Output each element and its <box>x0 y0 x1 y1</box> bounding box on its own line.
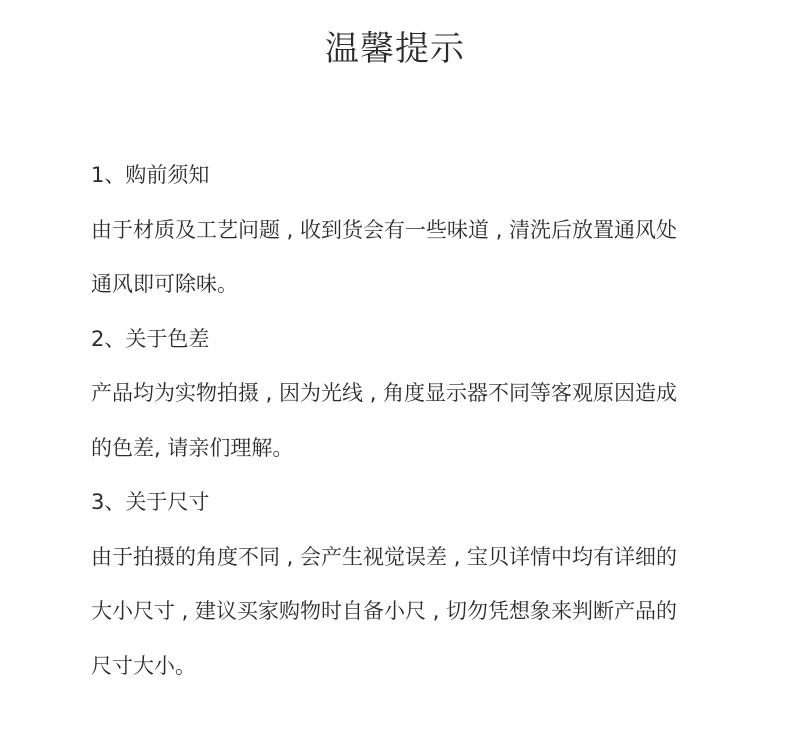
page-title: 温馨提示 <box>325 29 465 69</box>
section-text-line: 产品均为实物拍摄 , 因为光线 , 角度显示器不同等客观原因造成 <box>91 381 678 405</box>
section-heading-purchase-notice: 1、购前须知 <box>91 163 210 187</box>
section-text-line: 由于拍摄的角度不同 , 会产生视觉误差 , 宝贝详情中均有详细的 <box>91 544 678 569</box>
section-heading-size: 3、关于尺寸 <box>91 490 210 514</box>
notice-content <box>91 148 711 693</box>
section-text-line: 大小尺寸 , 建议买家购物时自备小尺 , 切勿凭想象来判断产品的 <box>91 599 678 623</box>
section-text-line: 尺寸大小。 <box>91 653 196 678</box>
section-heading-color-difference: 2、关于色差 <box>91 326 210 351</box>
section-text-line: 通风即可除味。 <box>91 272 238 296</box>
section-text-line: 的色差, 请亲们理解。 <box>91 435 294 460</box>
section-text-line: 由于材质及工艺问题 , 收到货会有一些味道 , 清洗后放置通风处 <box>91 217 678 242</box>
